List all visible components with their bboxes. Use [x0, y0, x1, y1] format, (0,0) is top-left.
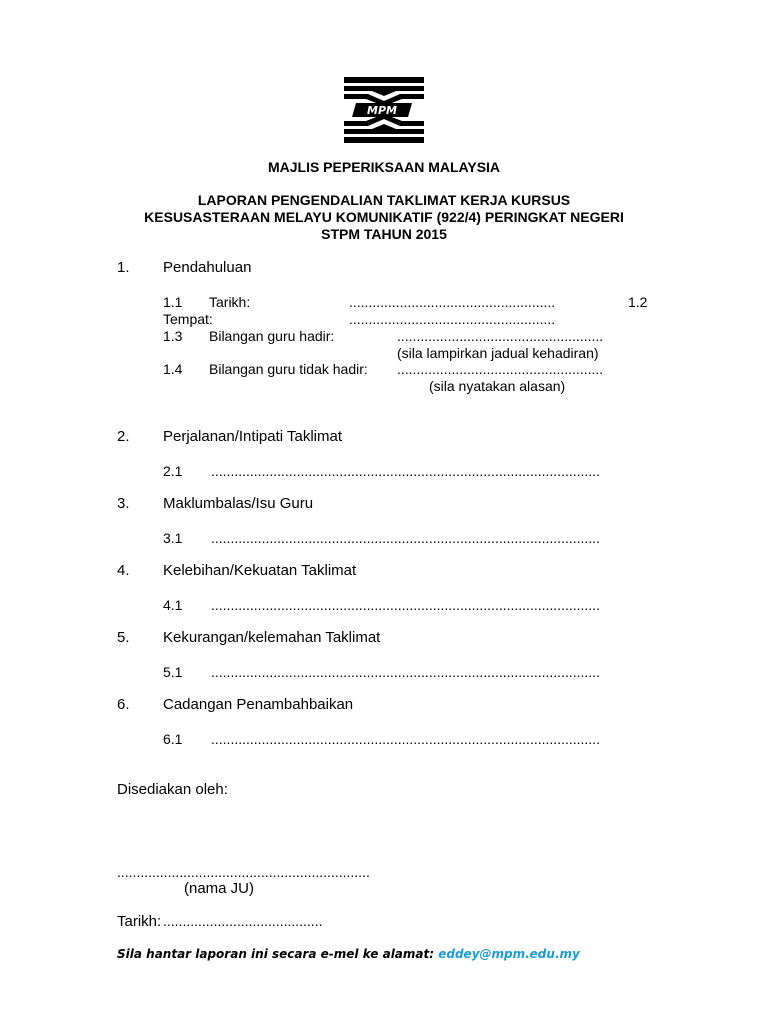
item-2-1-number: 2.1 — [163, 463, 183, 479]
logo-text: MPM — [367, 104, 397, 117]
item-1-2-number: 1.2 — [628, 294, 648, 310]
absence-reason-note: (sila nyatakan alasan) — [429, 378, 566, 394]
email-link[interactable]: eddey@mpm.edu.my — [438, 947, 580, 961]
footer-instruction — [117, 947, 580, 961]
item-5-1-number: 5.1 — [163, 664, 183, 680]
section-1-title: Pendahuluan — [163, 259, 252, 276]
item-4-1-number: 4.1 — [163, 597, 183, 613]
organization-name: MAJLIS PEPERIKSAAN MALAYSIA — [267, 159, 501, 175]
prepared-by-label: Disediakan oleh: — [117, 781, 228, 798]
date-field[interactable]: ..................................................... — [349, 294, 556, 310]
section-6-number: 6. — [117, 696, 130, 713]
item-5-1-field[interactable]: .................................................................................................... — [211, 664, 600, 680]
item-4-1-field[interactable]: .................................................................................................... — [211, 597, 600, 613]
item-3-1-field[interactable]: .................................................................................................... — [211, 530, 600, 546]
item-1-3-label: Bilangan guru hadir: — [209, 328, 335, 344]
section-6-title: Cadangan Penambahbaikan — [163, 696, 354, 713]
item-6-1-number: 6.1 — [163, 731, 183, 747]
report-title-line1: LAPORAN PENGENDALIAN TAKLIMAT KERJA KURSUS — [197, 192, 571, 208]
teachers-present-field[interactable]: ..................................................... — [397, 328, 604, 344]
item-1-4-number: 1.4 — [163, 361, 183, 377]
signature-date-field[interactable]: ......................................... — [163, 913, 323, 929]
teachers-absent-field[interactable]: ..................................................... — [397, 361, 604, 377]
item-1-1-number: 1.1 — [163, 294, 183, 310]
section-5-title: Kekurangan/kelemahan Taklimat — [163, 629, 381, 646]
place-field[interactable]: ..................................................... — [349, 311, 556, 327]
section-2-title: Perjalanan/Intipati Taklimat — [163, 428, 342, 445]
item-1-4-label: Bilangan guru tidak hadir: — [209, 361, 368, 377]
name-note: (nama JU) — [184, 880, 255, 897]
section-3-title: Maklumbalas/Isu Guru — [163, 495, 314, 512]
section-3-number: 3. — [117, 495, 130, 512]
section-2-number: 2. — [117, 428, 130, 445]
signature-field[interactable]: ................................................................. — [117, 864, 370, 880]
attendance-note: (sila lampirkan jadual kehadiran) — [397, 345, 599, 361]
section-1-number: 1. — [117, 259, 130, 276]
report-title-line3: STPM TAHUN 2015 — [321, 226, 447, 242]
item-1-2-label: Tempat: — [163, 311, 213, 327]
section-4-number: 4. — [117, 562, 130, 579]
signature-date-label: Tarikh: — [117, 913, 162, 930]
item-6-1-field[interactable]: .................................................................................................... — [211, 731, 600, 747]
footer-text: Sila hantar laporan ini secara e-mel ke alamat: — [117, 947, 435, 961]
section-4-title: Kelebihan/Kekuatan Taklimat — [163, 562, 357, 579]
mpm-logo — [344, 77, 424, 143]
section-5-number: 5. — [117, 629, 130, 646]
item-2-1-field[interactable]: .................................................................................................... — [211, 463, 600, 479]
item-3-1-number: 3.1 — [163, 530, 183, 546]
report-title-line2: KESUSASTERAAN MELAYU KOMUNIKATIF (922/4) PERINGKAT NEGERI — [144, 209, 624, 225]
item-1-1-label: Tarikh: — [209, 294, 251, 310]
item-1-3-number: 1.3 — [163, 328, 183, 344]
